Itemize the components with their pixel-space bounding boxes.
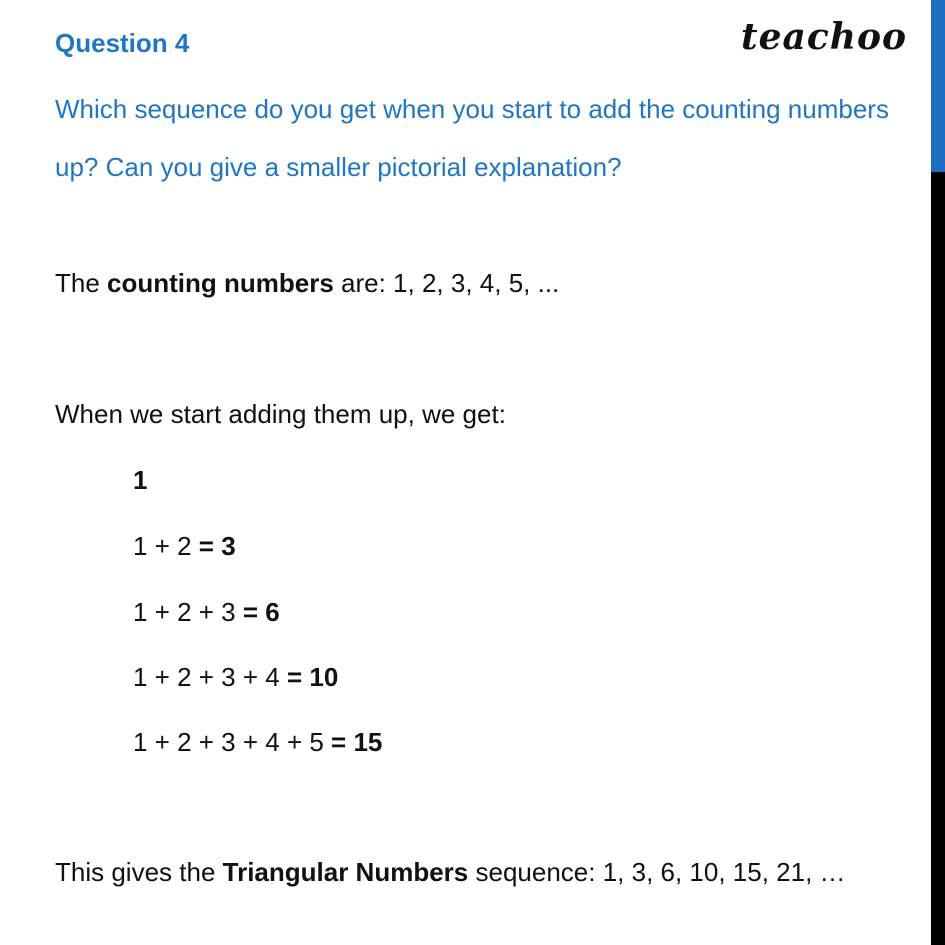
conclusion-prefix: This gives the	[55, 857, 223, 887]
sum-result: = 10	[286, 662, 339, 692]
sum-expr: 1 + 2 + 3	[133, 597, 243, 627]
sum-row-5	[133, 727, 382, 758]
conclusion-bold: Triangular Numbers	[222, 857, 469, 887]
adding-intro: When we start adding them up, we get:	[55, 399, 506, 429]
counting-suffix: are: 1, 2, 3, 4, 5, ...	[333, 268, 560, 298]
sum-row-3	[133, 597, 280, 628]
sum-expr: 1 + 2	[133, 531, 199, 561]
sum-result: = 6	[242, 597, 280, 627]
sum-row-1	[133, 465, 147, 496]
question-text: Which sequence do you get when you start to add the counting numbers up? Can you give a smaller pictorial explanation?	[55, 94, 889, 182]
sum-row-4	[133, 662, 338, 693]
counting-numbers-line	[55, 268, 559, 299]
counting-bold: counting numbers	[107, 268, 334, 298]
sum-expr: 1 + 2 + 3 + 4 + 5	[133, 727, 332, 757]
teachoo-logo: teachoo	[741, 16, 907, 58]
counting-prefix: The	[55, 268, 108, 298]
sum-result: 1	[133, 465, 148, 495]
sum-result: = 15	[331, 727, 383, 757]
question-label: Question 4	[55, 28, 190, 58]
sum-result: = 3	[198, 531, 236, 561]
conclusion-suffix: sequence: 1, 3, 6, 10, 15, 21, …	[468, 857, 846, 887]
conclusion-line	[55, 857, 846, 888]
sum-expr: 1 + 2 + 3 + 4	[133, 662, 287, 692]
sum-row-2	[133, 531, 236, 562]
side-bar-accent	[931, 0, 945, 172]
